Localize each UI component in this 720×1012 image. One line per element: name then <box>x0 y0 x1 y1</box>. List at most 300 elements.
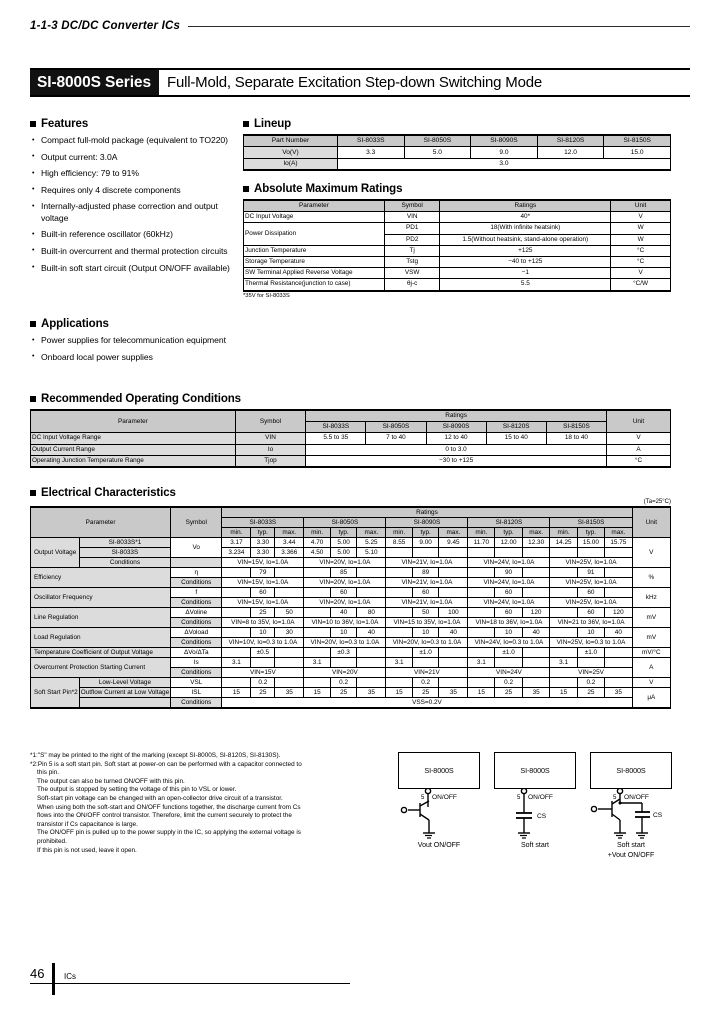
ec-soft-start-low-typ-0: 0.2 <box>251 678 275 688</box>
ec-load-regulation-min-1 <box>304 628 330 638</box>
ec-unit-output-voltage: V <box>632 538 670 568</box>
ec-param-load-regulation: Load Regulation <box>31 628 171 648</box>
lineup-cell-0-0: 3.3 <box>337 147 404 158</box>
table-row <box>31 658 671 668</box>
ec-overcurrent-protection-min-2: 3.1 <box>386 658 412 668</box>
circuit-caption-0: Vout ON/OFF <box>417 842 461 849</box>
features-heading <box>30 118 230 130</box>
ec-vout-r2-7 <box>412 548 438 558</box>
ec-vout-r1-5: 5.25 <box>357 538 386 548</box>
amr-rating-6: 5.5 <box>440 279 611 290</box>
circuit-schematic-2 <box>590 789 672 841</box>
circuit-box-label-2: SI-8000S <box>590 752 672 789</box>
table-row <box>31 648 671 658</box>
lineup-heading-text: Lineup <box>254 118 292 130</box>
ec-soft-start-cur-2-2: 35 <box>439 688 468 698</box>
ec-line-regulation-max-2: 100 <box>439 608 468 618</box>
ec-vout-r2-2: 3.366 <box>275 548 304 558</box>
ec-oscillator-frequency-min-4 <box>550 588 577 598</box>
ec-soft-start-low-min-2 <box>386 678 412 688</box>
ec-temperature-coefficient-max-0 <box>275 648 304 658</box>
ec-soft-start-cur-0-1: 25 <box>251 688 275 698</box>
ec-cond-label-soft-start: Conditions <box>171 698 222 708</box>
ec-vout-r1-8: 9.45 <box>439 538 468 548</box>
square-bullet-icon <box>30 490 36 496</box>
ec-load-regulation-min-2 <box>386 628 412 638</box>
ec-load-regulation-cond-0: VIN=10V, Io=0.3 to 1.0A <box>222 638 304 648</box>
table-row <box>31 538 671 548</box>
ec-symbol-output-voltage: Vo <box>171 538 222 558</box>
ec-unit-temperature-coefficient: mV/°C <box>632 648 670 658</box>
ec-unit-load-regulation: mV <box>632 628 670 648</box>
lineup-header-2: SI-8050S <box>404 136 471 147</box>
amr-param-1: Power Dissipation <box>244 223 385 245</box>
ec-symbol-line-regulation: ΔVoline <box>171 608 222 618</box>
roc-heading <box>30 393 671 405</box>
ec-line-regulation-max-4: 120 <box>605 608 633 618</box>
circuit-box-label-0: SI-8000S <box>398 752 480 789</box>
table-row <box>244 279 671 290</box>
ec-load-regulation-min-4 <box>550 628 577 638</box>
ec-temperature-coefficient-typ-2: ±1.0 <box>412 648 438 658</box>
table-row <box>244 201 671 212</box>
ec-efficiency-cond-4: VIN=25V, Io=1.0A <box>550 578 632 588</box>
ec-oscillator-frequency-cond-1: VIN=20V, Io=1.0A <box>304 598 386 608</box>
ec-oscillator-frequency-min-1 <box>304 588 330 598</box>
footer-label: ICs <box>64 972 76 981</box>
table-row <box>244 158 671 169</box>
svg-text:ON/OFF: ON/OFF <box>432 794 457 801</box>
ec-line-regulation-min-2 <box>386 608 412 618</box>
roc-header-symbol: Symbol <box>235 411 305 433</box>
ec-header-parameter: Parameter <box>31 508 171 538</box>
ec-unit-soft-current: μA <box>632 688 670 708</box>
lineup-header-3: SI-8090S <box>471 136 538 147</box>
amr-symbol-1: PD1 <box>384 223 440 234</box>
roc-header-parameter: Parameter <box>31 411 236 433</box>
ec-temperature-coefficient-min-2 <box>386 648 412 658</box>
ec-mtm-1-1: typ. <box>330 528 356 538</box>
ec-table <box>30 507 671 708</box>
ec-temperature-coefficient-typ-0: ±0.5 <box>251 648 275 658</box>
roc-value-0-3: 15 to 40 <box>486 433 546 444</box>
ec-efficiency-cond-3: VIN=24V, Io=1.0A <box>468 578 550 588</box>
ec-oscillator-frequency-typ-1: 60 <box>330 588 356 598</box>
amr-symbol-6: θj-c <box>384 279 440 290</box>
circuit-diagram-2 <box>590 752 672 860</box>
ec-mtm-3-0: min. <box>468 528 495 538</box>
footer-bar <box>52 963 55 995</box>
ec-mtm-1-2: max. <box>357 528 386 538</box>
circuit-schematic-0 <box>398 789 480 841</box>
table-row <box>31 698 671 708</box>
amr-unit-3: °C <box>611 245 671 256</box>
table-row <box>31 433 671 444</box>
ec-soft-start-low-typ-1: 0.2 <box>330 678 356 688</box>
ec-line-regulation-typ-1: 40 <box>330 608 356 618</box>
roc-header-unit: Unit <box>607 411 671 433</box>
lineup-table <box>243 135 671 170</box>
circuit-diagram-1 <box>494 752 576 860</box>
ec-soft-start-cur-0-0: 15 <box>222 688 251 698</box>
ec-mtm-0-2: max. <box>275 528 304 538</box>
roc-unit-2: °C <box>607 455 671 466</box>
ec-vout-r2-13 <box>577 548 604 558</box>
ec-temperature-coefficient-min-3 <box>468 648 495 658</box>
series-description: Full-Mold, Separate Excitation Step-down Switching Mode <box>166 74 543 91</box>
ec-temperature-coefficient-typ-3: ±1.0 <box>495 648 523 658</box>
table-row <box>31 444 671 455</box>
table-row <box>31 628 671 638</box>
ec-vout-r1-0: 3.17 <box>222 538 251 548</box>
footnote-line-1: *2:Pin 5 is a soft start pin. Soft start at power-on can be performed with a capacitor connected to <box>30 760 302 768</box>
table-row <box>31 548 671 558</box>
ec-overcurrent-protection-cond-4: VIN=25V <box>550 668 632 678</box>
ec-mtm-4-0: min. <box>550 528 577 538</box>
ec-oscillator-frequency-typ-3: 60 <box>495 588 523 598</box>
ec-oscillator-frequency-max-1 <box>357 588 386 598</box>
footnote-line-11: If this pin is not used, leave it open. <box>37 846 137 854</box>
ec-vout-r2-12 <box>550 548 577 558</box>
table-row <box>31 688 671 698</box>
ec-soft-start-cur-1-2: 35 <box>357 688 386 698</box>
ec-line-regulation-typ-4: 60 <box>577 608 604 618</box>
table-row <box>244 147 671 158</box>
footnote-line-0: *1:"S" may be printed to the right of the marking (except SI-8000S, SI-8120S, SI-8130S). <box>30 752 281 759</box>
roc-heading-text: Recommended Operating Conditions <box>41 393 241 405</box>
ec-soft-start-cur-4-1: 25 <box>577 688 604 698</box>
roc-part-1: SI-8050S <box>366 422 426 433</box>
lineup-header-0: Part Number <box>244 136 338 147</box>
ec-line-regulation-min-1 <box>304 608 330 618</box>
ec-temperature-coefficient-max-1 <box>357 648 386 658</box>
table-row <box>31 568 671 578</box>
amr-rating-0: 40* <box>440 212 611 223</box>
ec-soft-start-cur-4-0: 15 <box>550 688 577 698</box>
footnote-line-7: flows into the ON/OFF control transistor. Therefore, limit the current securely to protect the <box>37 812 292 820</box>
ec-load-regulation-max-0: 30 <box>275 628 304 638</box>
ec-temperature-note: (Ta=25°C) <box>643 499 671 505</box>
ec-symbol-oscillator-frequency: f <box>171 588 222 598</box>
ec-line-regulation-cond-0: VIN=8 to 35V, Io=1.0A <box>222 618 304 628</box>
ec-load-regulation-max-3: 40 <box>522 628 550 638</box>
lineup-heading <box>243 118 671 130</box>
ec-unit-soft-voltage: V <box>632 678 670 688</box>
ec-efficiency-typ-3: 90 <box>495 568 523 578</box>
ec-cond-label-vout: Conditions <box>79 558 170 568</box>
roc-header-ratings: Ratings <box>306 411 607 422</box>
applications-heading-text: Applications <box>41 318 109 330</box>
application-item-0: • Power supplies for telecommunication equipment <box>30 335 245 346</box>
circuit-schematic-1 <box>494 789 576 841</box>
ec-vout-r2-3: 4.50 <box>304 548 330 558</box>
table-row <box>244 223 671 234</box>
ec-param-efficiency: Efficiency <box>31 568 171 588</box>
ec-soft-start-low-typ-3: 0.2 <box>495 678 523 688</box>
lineup-section <box>243 118 671 171</box>
ec-vout-r1-10: 12.00 <box>495 538 523 548</box>
square-bullet-icon <box>30 321 36 327</box>
ec-part-4: SI-8150S <box>550 518 632 528</box>
ec-efficiency-typ-2: 89 <box>412 568 438 578</box>
ec-param-line-regulation: Line Regulation <box>31 608 171 628</box>
ec-line-regulation-min-0 <box>222 608 251 618</box>
svg-text:5: 5 <box>517 795 521 801</box>
amr-rating-4: −40 to +125 <box>440 256 611 267</box>
ec-oscillator-frequency-min-2 <box>386 588 412 598</box>
footnote-line-10: prohibited. <box>37 837 67 845</box>
ec-line-regulation-typ-2: 50 <box>412 608 438 618</box>
roc-symbol-0: VIN <box>235 433 305 444</box>
roc-part-2: SI-8090S <box>426 422 486 433</box>
ec-symbol-overcurrent-protection: Is <box>171 658 222 668</box>
ec-param-soft-start: Soft Start Pin*2 <box>31 678 80 708</box>
ec-vout-r1-6: 8.55 <box>386 538 412 548</box>
footnote-line-4: The output is stopped by setting the voltage of this pin to VSL or lower. <box>37 786 237 794</box>
ec-efficiency-typ-0: 79 <box>251 568 275 578</box>
ec-overcurrent-protection-min-4: 3.1 <box>550 658 577 668</box>
ec-mtm-2-2: max. <box>439 528 468 538</box>
ec-cond-label-oscillator-frequency: Conditions <box>171 598 222 608</box>
ec-overcurrent-protection-cond-1: VIN=20V <box>304 668 386 678</box>
amr-heading <box>243 183 671 195</box>
table-row <box>244 268 671 279</box>
lineup-header-1: SI-8033S <box>337 136 404 147</box>
ec-line-regulation-min-4 <box>550 608 577 618</box>
ec-vout-cond-2: VIN=21V, Io=1.0A <box>386 558 468 568</box>
ec-oscillator-frequency-typ-0: 60 <box>251 588 275 598</box>
ec-efficiency-cond-2: VIN=21V, Io=1.0A <box>386 578 468 588</box>
ec-line-regulation-cond-3: VIN=18 to 36V, Io=1.0A <box>468 618 550 628</box>
ec-load-regulation-min-0 <box>222 628 251 638</box>
amr-header-1: Symbol <box>384 201 440 212</box>
lineup-row-label-1: Io(A) <box>244 158 338 169</box>
ec-line-regulation-typ-0: 25 <box>251 608 275 618</box>
table-row <box>244 212 671 223</box>
ec-vout-r2-0: 3.234 <box>222 548 251 558</box>
ec-param-overcurrent-protection: Overcurrent Protection Starting Current <box>31 658 171 678</box>
ec-efficiency-cond-0: VIN=15V, Io=1.0A <box>222 578 304 588</box>
ec-symbol-soft-vsl: VSL <box>171 678 222 688</box>
ec-symbol-soft-isl: ISL <box>171 688 222 698</box>
svg-text:CS: CS <box>537 813 547 820</box>
ec-mtm-3-1: typ. <box>495 528 523 538</box>
feature-item-4: • Internally-adjusted phase correction and output voltage <box>30 201 230 224</box>
ec-load-regulation-typ-1: 10 <box>330 628 356 638</box>
ec-temperature-coefficient-max-2 <box>439 648 468 658</box>
lineup-cell-merged: 3.0 <box>337 158 670 169</box>
amr-param-5: SW Terminal Applied Reverse Voltage <box>244 268 385 279</box>
applications-list <box>30 335 245 363</box>
ec-soft-start-cur-1-1: 25 <box>330 688 356 698</box>
ec-heading-text: Electrical Characteristics <box>41 487 176 499</box>
ec-vout-r1-7: 9.00 <box>412 538 438 548</box>
ec-efficiency-min-3 <box>468 568 495 578</box>
amr-symbol-5: VSW <box>384 268 440 279</box>
ec-oscillator-frequency-cond-4: VIN=25V, Io=1.0A <box>550 598 632 608</box>
circuit-box-label-1: SI-8000S <box>494 752 576 789</box>
running-head-text: 1-1-3 DC/DC Converter ICs <box>30 20 181 32</box>
ec-oscillator-frequency-max-4 <box>605 588 633 598</box>
ec-soft-start-low-max-3 <box>522 678 550 688</box>
svg-text:ON/OFF: ON/OFF <box>528 794 553 801</box>
ec-vout-r1-13: 15.00 <box>577 538 604 548</box>
amr-header-2: Ratings <box>440 201 611 212</box>
roc-value-0-2: 12 to 40 <box>426 433 486 444</box>
ec-soft-start-low-max-4 <box>605 678 633 688</box>
ec-temperature-coefficient-min-4 <box>550 648 577 658</box>
ec-load-regulation-min-3 <box>468 628 495 638</box>
feature-item-3: • Requires only 4 discrete components <box>30 185 230 196</box>
running-head <box>30 20 690 32</box>
ec-oscillator-frequency-typ-2: 60 <box>412 588 438 598</box>
amr-param-6: Thermal Resistance(junction to case) <box>244 279 385 290</box>
ec-load-regulation-typ-0: 10 <box>251 628 275 638</box>
applications-section <box>30 318 245 368</box>
ec-load-regulation-typ-2: 10 <box>412 628 438 638</box>
table-row <box>31 678 671 688</box>
ec-vout-r1-1: 3.30 <box>251 538 275 548</box>
ec-overcurrent-protection-typ-3 <box>495 658 523 668</box>
roc-param-1: Output Current Range <box>31 444 236 455</box>
ec-soft-low-level-voltage-label: Low-Level Voltage <box>79 678 170 688</box>
ec-cond-label-load-regulation: Conditions <box>171 638 222 648</box>
absolute-maximum-ratings-section <box>243 183 671 299</box>
table-row <box>244 136 671 147</box>
amr-param-0: DC Input Voltage <box>244 212 385 223</box>
amr-param-3: Junction Temperature <box>244 245 385 256</box>
ec-soft-start-cur-1-0: 15 <box>304 688 330 698</box>
ec-soft-start-low-typ-4: 0.2 <box>577 678 604 688</box>
ec-mtm-2-1: typ. <box>412 528 438 538</box>
ec-efficiency-cond-1: VIN=20V, Io=1.0A <box>304 578 386 588</box>
ec-sub-8033s: SI-8033S <box>79 548 170 558</box>
roc-value-0-1: 7 to 40 <box>366 433 426 444</box>
ec-efficiency-min-4 <box>550 568 577 578</box>
ec-soft-start-cur-2-0: 15 <box>386 688 412 698</box>
circuit-caption-2: Soft start <box>616 842 645 849</box>
circuit-diagram-0 <box>398 752 480 860</box>
ec-efficiency-min-2 <box>386 568 412 578</box>
ec-overcurrent-protection-typ-2 <box>412 658 438 668</box>
ec-vout-r1-2: 3.44 <box>275 538 304 548</box>
ec-oscillator-frequency-min-3 <box>468 588 495 598</box>
ec-header-ratings: Ratings <box>222 508 632 518</box>
ec-mtm-1-0: min. <box>304 528 330 538</box>
application-item-1: • Onboard local power supplies <box>30 352 245 363</box>
ec-soft-start-low-max-0 <box>275 678 304 688</box>
ec-symbol-efficiency: η <box>171 568 222 578</box>
ec-cond-spacer-vout <box>171 558 222 568</box>
table-row <box>244 245 671 256</box>
feature-item-5: • Built-in reference oscillator (60kHz) <box>30 229 230 240</box>
ec-temperature-coefficient-typ-1: ±0.3 <box>330 648 356 658</box>
ec-vout-r2-1: 3.30 <box>251 548 275 558</box>
ec-vout-r1-12: 14.25 <box>550 538 577 548</box>
ec-heading <box>30 487 671 499</box>
ec-overcurrent-protection-max-2 <box>439 658 468 668</box>
ec-overcurrent-protection-cond-2: VIN=21V <box>386 668 468 678</box>
roc-param-0: DC Input Voltage Range <box>31 433 236 444</box>
ec-soft-start-cur-4-2: 35 <box>605 688 633 698</box>
roc-part-3: SI-8120S <box>486 422 546 433</box>
footnote-line-8: transistor if Cs capacitance is large. <box>37 820 138 828</box>
ec-mtm-4-2: max. <box>605 528 633 538</box>
ec-line-regulation-cond-4: VIN=21 to 36V, Io=1.0A <box>550 618 632 628</box>
ec-mtm-4-1: typ. <box>577 528 604 538</box>
ec-cond-label-overcurrent-protection: Conditions <box>171 668 222 678</box>
ec-efficiency-typ-4: 91 <box>577 568 604 578</box>
ec-load-regulation-cond-1: VIN=20V, Io=0.3 to 1.0A <box>304 638 386 648</box>
ec-soft-cond-spacer <box>79 698 170 708</box>
ec-vout-r2-4: 5.00 <box>330 548 356 558</box>
svg-text:ON/OFF: ON/OFF <box>624 794 649 801</box>
ec-vout-r1-9: 11.70 <box>468 538 495 548</box>
ec-overcurrent-protection-min-0: 3.1 <box>222 658 251 668</box>
features-list <box>30 135 230 274</box>
ec-vout-r1-14: 15.75 <box>605 538 633 548</box>
ec-param-output-voltage: Output Voltage <box>31 538 80 568</box>
series-chip: SI-8000S Series <box>30 70 159 95</box>
ec-oscillator-frequency-max-0 <box>275 588 304 598</box>
ec-sub-8033s-star: SI-8033S*1 <box>79 538 170 548</box>
ec-vout-cond-3: VIN=24V, Io=1.0A <box>468 558 550 568</box>
ec-line-regulation-typ-3: 60 <box>495 608 523 618</box>
ec-load-regulation-typ-4: 10 <box>577 628 604 638</box>
roc-value-merged-1: 0 to 3.0 <box>306 444 607 455</box>
ec-load-regulation-max-2: 40 <box>439 628 468 638</box>
ec-soft-outflow-current-label: Outflow Current at Low Voltage <box>80 688 170 696</box>
ec-soft-start-low-min-4 <box>550 678 577 688</box>
ec-part-3: SI-8120S <box>468 518 550 528</box>
ec-mtm-0-1: typ. <box>251 528 275 538</box>
ec-soft-start-cur-3-2: 35 <box>522 688 550 698</box>
applications-heading <box>30 318 245 330</box>
roc-part-0: SI-8033S <box>306 422 366 433</box>
title-bar <box>30 68 690 97</box>
table-row <box>31 455 671 466</box>
ec-load-regulation-max-4: 40 <box>605 628 633 638</box>
amr-symbol-3: Tj <box>384 245 440 256</box>
ec-soft-start-cur-2-1: 25 <box>412 688 438 698</box>
ec-overcurrent-protection-typ-1 <box>330 658 356 668</box>
ec-temperature-coefficient-min-1 <box>304 648 330 658</box>
ec-temperature-coefficient-max-3 <box>522 648 550 658</box>
ec-mtm-0-0: min. <box>222 528 251 538</box>
table-row <box>31 588 671 598</box>
amr-rating-3: +125 <box>440 245 611 256</box>
roc-value-0-0: 5.5 to 35 <box>306 433 366 444</box>
ec-vout-r2-8 <box>439 548 468 558</box>
footnote-line-3: The output can also be turned ON/OFF with this pin. <box>37 777 185 785</box>
ec-load-regulation-cond-2: VIN=20V, Io=0.3 to 1.0A <box>386 638 468 648</box>
ec-oscillator-frequency-cond-2: VIN=21V, Io=1.0A <box>386 598 468 608</box>
amr-unit-4: °C <box>611 256 671 267</box>
roc-part-4: SI-8150S <box>546 422 606 433</box>
roc-unit-0: V <box>607 433 671 444</box>
lineup-cell-0-2: 9.0 <box>471 147 538 158</box>
roc-param-2: Operating Junction Temperature Range <box>31 455 236 466</box>
ec-unit-overcurrent-protection: A <box>632 658 670 678</box>
table-row <box>31 508 671 518</box>
ec-overcurrent-protection-cond-3: VIN=24V <box>468 668 550 678</box>
ec-header-symbol: Symbol <box>171 508 222 538</box>
ec-load-regulation-cond-4: VIN=25V, Io=0.3 to 1.0A <box>550 638 632 648</box>
amr-header-0: Parameter <box>244 201 385 212</box>
running-head-rule <box>188 26 690 27</box>
ec-vout-r1-3: 4.70 <box>304 538 330 548</box>
ec-vout-r1-4: 5.00 <box>330 538 356 548</box>
